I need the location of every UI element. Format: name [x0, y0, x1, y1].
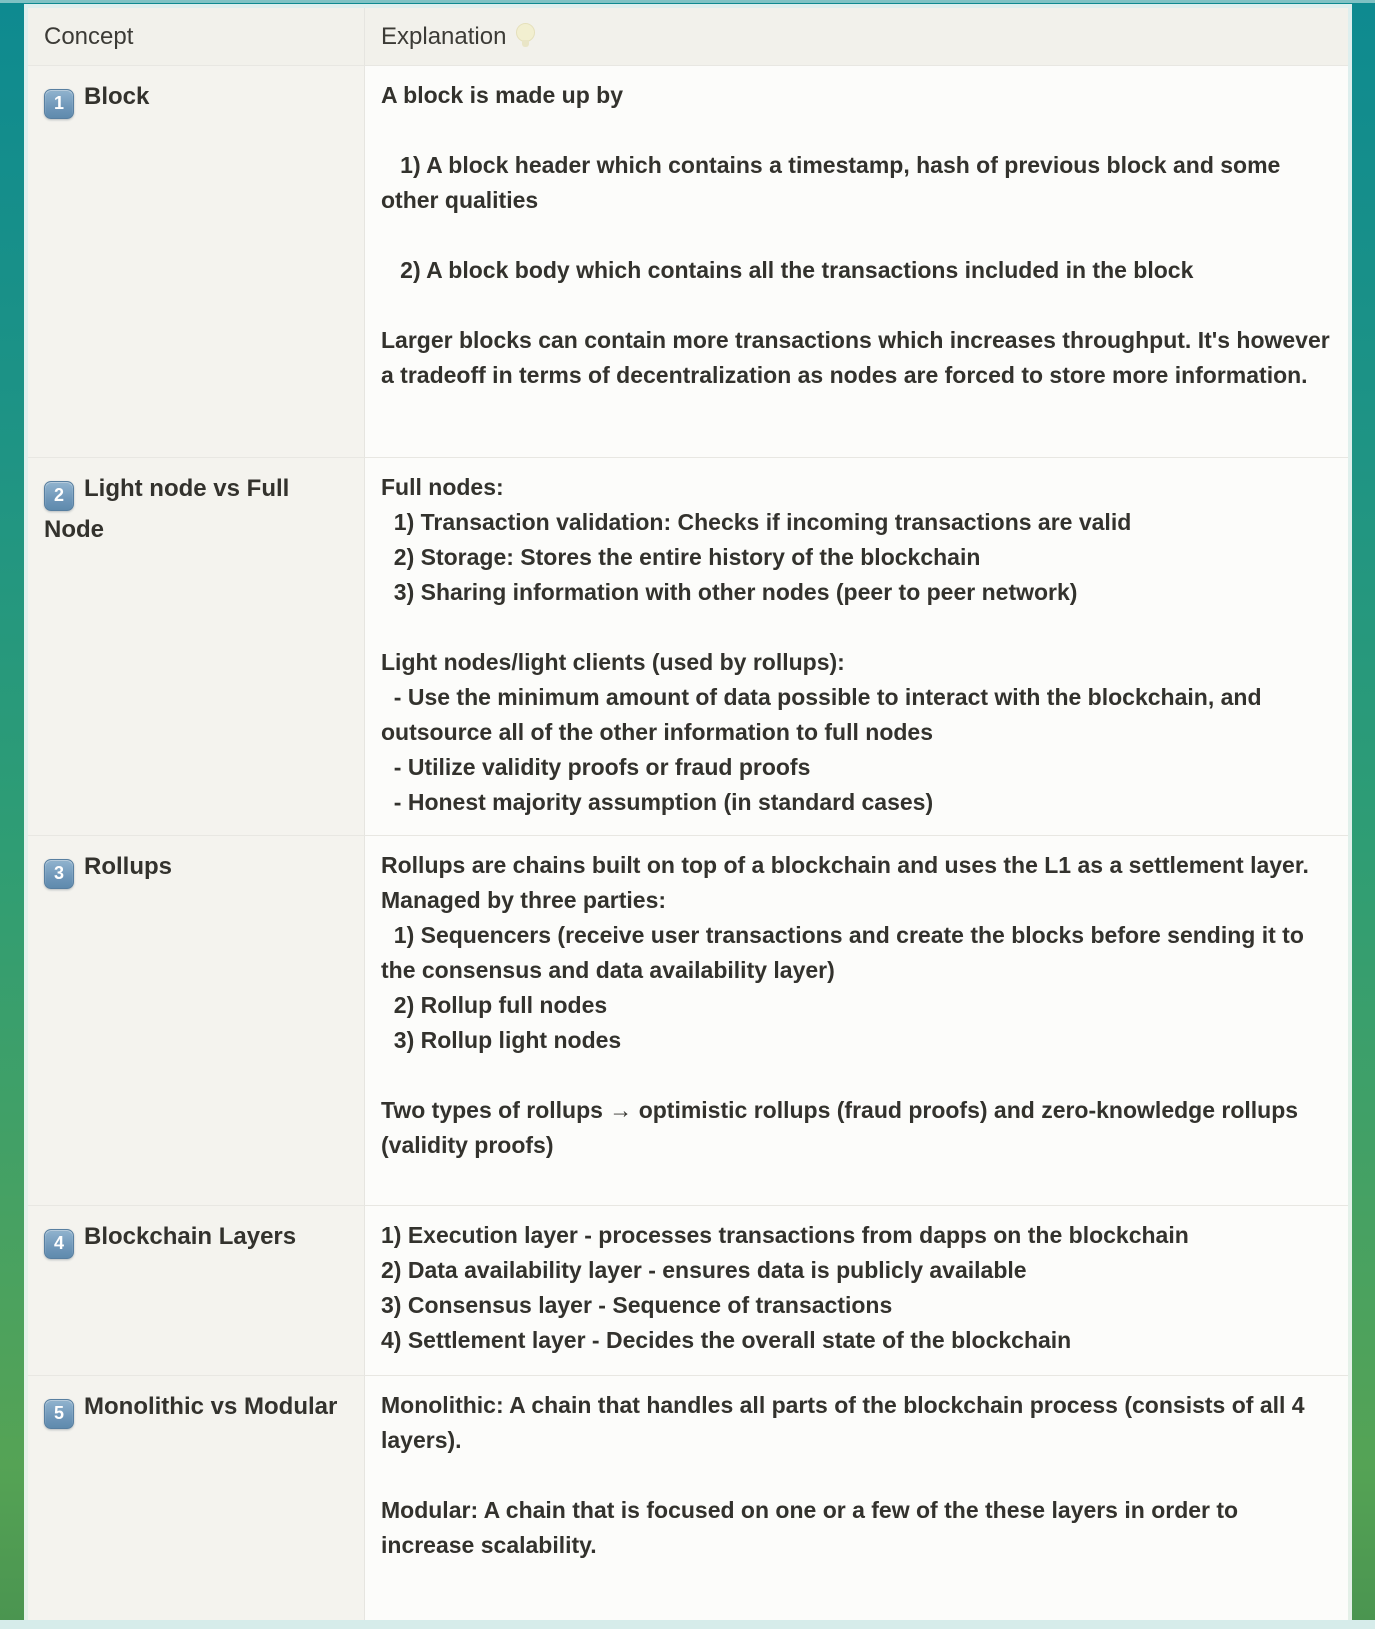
explanation-header-label: Explanation	[381, 23, 507, 50]
explanation-paragraph: Two types of rollups → optimistic rollups (fraud proofs) and zero-knowledge rollups (validity proofs)	[381, 1097, 1305, 1158]
explanation-paragraph: - Utilize validity proofs or fraud proofs	[381, 754, 811, 780]
keycap-1-icon: 1	[44, 89, 74, 119]
column-header-explanation	[365, 8, 1348, 65]
bottom-edge-strip	[0, 1620, 1375, 1629]
explanation-paragraph: - Use the minimum amount of data possible to interact with the blockchain, and outsource all of the other information to full nodes	[381, 684, 1268, 745]
table-row-concept-monolithic-vs-modular	[28, 1375, 365, 1620]
explanation-paragraph: Managed by three parties:	[381, 887, 667, 913]
explanation-paragraph: 4) Settlement layer - Decides the overall state of the blockchain	[381, 1327, 1072, 1353]
table-row-explanation-block	[365, 65, 1348, 457]
explanation-paragraph	[381, 218, 1332, 253]
table-row-explanation-light-node-vs-full-node	[365, 457, 1348, 835]
explanation-paragraph: Full nodes:	[381, 474, 504, 500]
table-row-concept-light-node-vs-full-node	[28, 457, 365, 835]
top-edge-strip	[0, 0, 1375, 3]
concept-header-label: Concept	[44, 23, 134, 50]
keycap-4-icon: 4	[44, 1229, 74, 1259]
explanation-paragraph: 2) Storage: Stores the entire history of the blockchain	[381, 544, 981, 570]
column-header-concept	[28, 8, 365, 65]
table-row-concept-blockchain-layers	[28, 1205, 365, 1375]
concept-label: Block	[84, 83, 150, 110]
explanation-paragraph: 2) Rollup full nodes	[381, 992, 608, 1018]
explanation-paragraph: - Honest majority assumption (in standard cases)	[381, 789, 934, 815]
explanation-paragraph	[381, 1458, 1332, 1493]
table-row-explanation-rollups	[365, 835, 1348, 1205]
explanation-paragraph: Modular: A chain that is focused on one or a few of the these layers in order to increase scalability.	[381, 1497, 1245, 1558]
keycap-3-icon: 3	[44, 859, 74, 889]
explanation-paragraph: 1) Sequencers (receive user transactions and create the blocks before sending it to the consensus and data availability layer)	[381, 922, 1311, 983]
explanation-paragraph: A block is made up by	[381, 82, 623, 108]
explanation-paragraph: Monolithic: A chain that handles all parts of the blockchain process (consists of all 4 layers).	[381, 1392, 1311, 1453]
explanation-paragraph: 1) Transaction validation: Checks if incoming transactions are valid	[381, 509, 1132, 535]
explanation-paragraph: 2) Data availability layer - ensures data is publicly available	[381, 1257, 1027, 1283]
lightbulb-icon	[515, 22, 536, 51]
table-row-concept-block	[28, 65, 365, 457]
concept-label: Rollups	[84, 853, 172, 880]
keycap-5-icon: 5	[44, 1399, 74, 1429]
explanation-paragraph: 1) A block header which contains a timestamp, hash of previous block and some other qualities	[381, 152, 1287, 213]
concept-label: Blockchain Layers	[84, 1223, 297, 1250]
explanation-paragraph: Larger blocks can contain more transactions which increases throughput. It's however a tradeoff in terms of decentralization as nodes are forced to store more information.	[381, 327, 1337, 388]
explanation-paragraph	[381, 288, 1332, 323]
explanation-paragraph: Rollups are chains built on top of a blockchain and uses the L1 as a settlement layer.	[381, 852, 1309, 878]
explanation-paragraph: 3) Rollup light nodes	[381, 1027, 622, 1053]
explanation-paragraph: Light nodes/light clients (used by rollups):	[381, 649, 845, 675]
explanation-paragraph: 2) A block body which contains all the transactions included in the block	[381, 257, 1194, 283]
keycap-2-icon: 2	[44, 481, 74, 511]
explanation-paragraph: 3) Sharing information with other nodes (peer to peer network)	[381, 579, 1078, 605]
table-row-explanation-blockchain-layers	[365, 1205, 1348, 1375]
concept-label: Monolithic vs Modular	[84, 1393, 338, 1420]
table-row-concept-rollups	[28, 835, 365, 1205]
concept-label: Light node vs Full Node	[44, 475, 290, 543]
explanation-paragraph	[381, 113, 1332, 148]
table-row-explanation-monolithic-vs-modular	[365, 1375, 1348, 1620]
concept-explanation-table	[28, 8, 1348, 1620]
explanation-paragraph: 1) Execution layer - processes transactions from dapps on the blockchain	[381, 1222, 1189, 1248]
explanation-paragraph	[381, 1058, 1332, 1093]
explanation-paragraph	[381, 610, 1332, 645]
explanation-paragraph: 3) Consensus layer - Sequence of transactions	[381, 1292, 893, 1318]
